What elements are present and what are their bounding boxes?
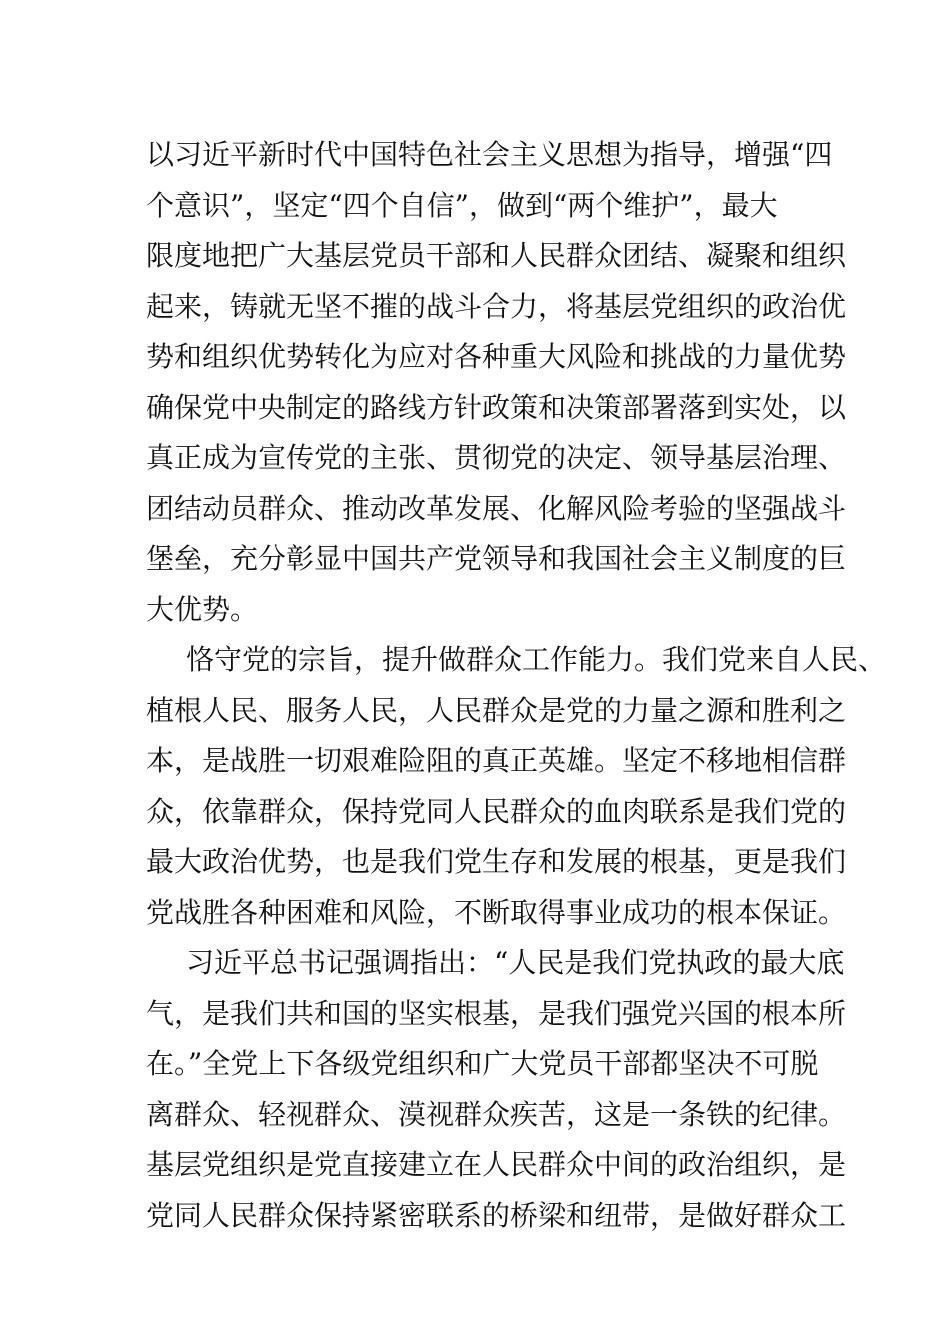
text-line: 确保党中央制定的路线方针政策和决策部署落到实处，以	[146, 390, 847, 424]
body-text	[146, 130, 887, 1241]
paragraph-first-line: 恪守党的宗旨，提升做群众工作能力。我们党来自人民、	[186, 643, 887, 676]
text-line: 堡垒，充分彰显中国共产党领导和我国社会主义制度的巨	[146, 542, 847, 575]
paragraph-first-line: 习近平总书记强调指出：“人民是我们党执政的最大底	[186, 946, 845, 979]
text-line: 党战胜各种困难和风险，不断取得事业成功的根本保证。	[146, 895, 847, 929]
text-line: 气，是我们共和国的坚实根基，是我们强党兴国的根本所	[146, 996, 847, 1030]
text-line: 本，是战胜一切艰难险阻的真正英雄。坚定不移地相信群	[146, 744, 847, 777]
text-line: 基层党组织是党直接建立在人民群众中间的政治组织，是	[146, 1148, 847, 1181]
text-line: 离群众、轻视群众、漠视群众疾苦，这是一条铁的纪律。	[146, 1097, 847, 1131]
text-line: 真正成为宣传党的主张、贯彻党的决定、领导基层治理、	[146, 441, 847, 474]
text-line: 个意识”，坚定“四个自信”，做到“两个维护”，最大	[146, 188, 778, 222]
text-line: 以习近平新时代中国特色社会主义思想为指导，增强“四	[146, 138, 833, 171]
text-line: 团结动员群众、推动改革发展、化解风险考验的坚强战斗	[146, 491, 847, 525]
text-line: 众，依靠群众，保持党同人民群众的血肉联系是我们党的	[146, 794, 847, 828]
text-line: 大优势。	[146, 592, 259, 626]
text-line: 起来，铸就无坚不摧的战斗合力，将基层党组织的政治优	[146, 289, 847, 323]
text-line: 最大政治优势，也是我们党生存和发展的根基，更是我们	[146, 845, 847, 878]
text-line: 限度地把广大基层党员干部和人民群众团结、凝聚和组织	[146, 239, 847, 272]
text-line: 党同人民群众保持紧密联系的桥梁和纽带，是做好群众工	[146, 1198, 847, 1232]
text-line: 植根人民、服务人民，人民群众是党的力量之源和胜利之	[146, 693, 847, 727]
text-line: 势和组织优势转化为应对各种重大风险和挑战的力量优势	[146, 340, 847, 373]
text-line: 在。”全党上下各级党组织和广大党员干部都坚决不可脱	[146, 1047, 819, 1080]
